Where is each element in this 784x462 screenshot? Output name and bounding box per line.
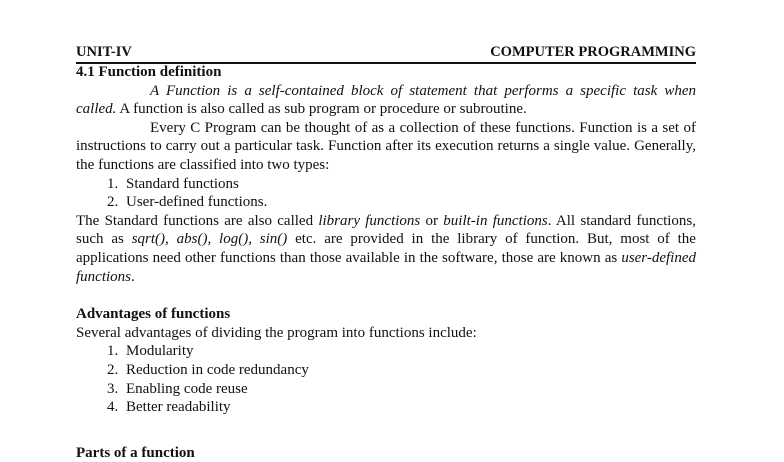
section-heading-advantages: Advantages of functions	[76, 306, 231, 323]
spacer	[76, 417, 696, 436]
paragraph-standard-functions	[76, 212, 696, 286]
definition-italic: A Function is a self-contained block of statement that performs a specific task when called.	[76, 82, 696, 118]
list-item: 1. Standard functions	[122, 175, 696, 194]
paragraph-advantages-intro: Several advantages of dividing the program into functions include:	[76, 324, 477, 341]
list-item: 4. Better readability	[122, 398, 696, 417]
italic-function-names: sqrt(), abs(), log(), sin()	[131, 231, 288, 248]
advantages-list	[76, 342, 696, 416]
italic-user-defined: user-defined functions	[76, 249, 696, 285]
text-segment: .	[131, 268, 135, 285]
text-segment: or	[420, 212, 444, 229]
list-item: 1. Modularity	[122, 342, 696, 361]
section-heading-function-definition: 4.1 Function definition	[76, 64, 222, 80]
italic-library-functions: library functions	[318, 212, 421, 229]
list-item: 2. User-defined functions.	[122, 193, 696, 212]
paragraph-collection: Every C Program can be thought of as a collection of these functions. Function is a set of instructions to carry out a particular task. Function after its execution returns a single value. Generally, the functions are classified into two types:	[76, 119, 696, 173]
text-segment: The Standard functions are also called	[76, 212, 319, 229]
italic-builtin-functions: built-in functions	[443, 212, 548, 229]
page-header	[76, 42, 696, 64]
definition-rest: A function is also called as sub program or procedure or subroutine.	[116, 101, 527, 118]
text-segment: . All standard functions, such as	[76, 212, 697, 248]
text-segment: etc. are provided in the library of function. But, most of the applications need other functions than those available in the software, those are known as	[76, 231, 696, 266]
spacer	[76, 286, 696, 305]
section-heading-parts: Parts of a function	[76, 444, 195, 461]
header-subject: COMPUTER PROGRAMMING	[490, 44, 696, 60]
header-unit: UNIT-IV	[76, 44, 132, 60]
function-types-list	[76, 175, 696, 212]
paragraph-definition	[76, 82, 696, 119]
page-content	[76, 63, 696, 462]
list-item: 2. Reduction in code redundancy	[122, 361, 696, 380]
list-item: 3. Enabling code reuse	[122, 380, 696, 399]
